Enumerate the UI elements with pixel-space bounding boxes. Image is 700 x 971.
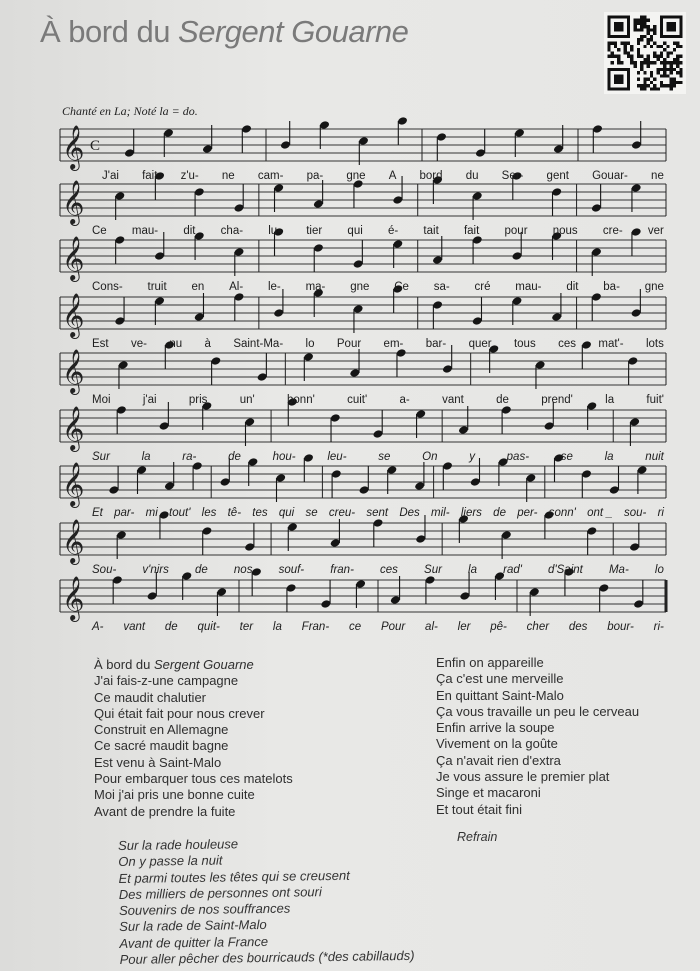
- lyric-syllable: liers: [460, 507, 482, 519]
- treble-clef: 𝄞: [62, 125, 85, 169]
- lyric-syllable: tes: [252, 507, 268, 519]
- chorus-line: Souvenirs de nos souffrances: [118, 900, 291, 919]
- lyric-syllable: la: [604, 451, 614, 463]
- lyric-syllable: a-: [399, 394, 410, 406]
- lyric-syllable: cré: [474, 281, 491, 293]
- lyric-syllable: ter: [239, 621, 254, 633]
- lyric-syllable: ve-: [131, 338, 147, 350]
- verse-1-line: À bord du Sergent Gouarne: [94, 657, 254, 672]
- lyric-syllable: cam-: [257, 170, 284, 182]
- lyric-syllable: d'Saint: [548, 564, 583, 576]
- verse-2-line: Enfin arrive la soupe: [436, 720, 555, 736]
- lyric-syllable: ont _: [587, 507, 613, 519]
- treble-clef: 𝄞: [62, 462, 85, 506]
- lyric-syllable: pas-: [506, 451, 530, 463]
- lyric-syllable: les: [201, 507, 217, 519]
- refrain-label: Refrain: [457, 830, 498, 844]
- lyric-syllable: lo: [654, 564, 664, 576]
- lyric-syllable: Al-: [229, 281, 244, 293]
- lyric-syllable: cher: [526, 621, 550, 633]
- time-signature: C: [90, 138, 101, 154]
- lyrics-line: [92, 225, 664, 237]
- lyric-syllable: Gouar-: [592, 170, 628, 182]
- lyric-syllable: truit: [147, 281, 167, 293]
- lyric-syllable: ne: [221, 170, 235, 182]
- tempo-note: Chanté en La; Noté la = do.: [62, 104, 198, 118]
- lyric-syllable: quer: [468, 338, 492, 350]
- lyric-syllable: Pour: [380, 621, 406, 633]
- lyric-syllable: gne: [350, 281, 370, 293]
- lyric-syllable: mat'-: [598, 338, 624, 350]
- lyric-syllable: ri-: [653, 621, 664, 633]
- lyric-syllable: un': [239, 394, 255, 406]
- lyric-syllable: ces: [380, 564, 398, 576]
- lyric-syllable: la: [141, 451, 151, 463]
- lyric-syllable: la: [468, 564, 477, 576]
- lyric-syllable: tous: [513, 338, 536, 350]
- lyric-syllable: sa-: [433, 281, 450, 293]
- lyric-syllable: qui: [278, 507, 295, 519]
- lyric-syllable: ma-: [305, 281, 326, 293]
- verse-1-line: J'ai fais-z-une campagne: [94, 673, 239, 689]
- lyric-syllable: se: [378, 451, 391, 463]
- lyric-syllable: Sur: [424, 564, 442, 576]
- lyric-syllable: fait: [142, 170, 158, 182]
- lyrics-line: [92, 507, 664, 519]
- lyric-syllable: A: [388, 170, 397, 182]
- lyric-syllable: fran-: [330, 564, 354, 576]
- lyric-syllable: rad': [503, 564, 522, 576]
- lyric-syllable: Pour: [336, 338, 362, 350]
- lyric-syllable: em-: [383, 338, 404, 350]
- lyric-syllable: la: [272, 621, 282, 633]
- lyric-syllable: ri: [657, 507, 664, 519]
- chorus-line: Et parmi toutes les têtes qui se creusent: [118, 867, 350, 886]
- verse-2-line: Ça c'est une merveille: [436, 671, 564, 687]
- lyric-syllable: ces: [558, 338, 576, 350]
- lyric-syllable: Sou-: [92, 564, 117, 576]
- verse-2-line: En quittant Saint-Malo: [436, 687, 564, 703]
- lyric-syllable: Ser-: [501, 170, 524, 182]
- lyric-syllable: du: [465, 170, 479, 182]
- verse-2-line: Vivement on la goûte: [436, 736, 558, 752]
- lyric-syllable: le-: [267, 281, 281, 293]
- lyric-syllable: nos: [233, 564, 253, 576]
- lyric-syllable: Saint-Ma-: [233, 338, 284, 350]
- lyrics-line: [102, 170, 664, 182]
- verse-1-line: Ce maudit chalutier: [94, 689, 206, 705]
- lyric-syllable: Et: [92, 507, 103, 519]
- chorus-line: Sur la rade houleuse: [118, 836, 239, 853]
- lyric-syllable: Est: [92, 338, 109, 350]
- chorus-line: Sur la rade de Saint-Malo: [119, 917, 267, 935]
- verse-2-line: Et tout était fini: [436, 801, 522, 817]
- lyric-syllable: z'u-: [180, 170, 199, 182]
- lyric-syllable: ce: [348, 621, 362, 633]
- lyric-syllable: sent: [366, 507, 389, 519]
- verse-2-line: Enfin on appareille: [436, 655, 544, 670]
- lyrics-line: [92, 394, 664, 406]
- lyric-syllable: bord: [419, 170, 443, 182]
- lyric-syllable: ra-: [182, 451, 197, 463]
- verse-2-line: Ça vous travaille un peu le cerveau: [436, 703, 640, 719]
- chorus-line: Avant de quitter la France: [119, 933, 269, 951]
- lyric-syllable: tê-: [227, 507, 242, 519]
- treble-clef: 𝄞: [62, 349, 85, 393]
- lyric-syllable: par-: [114, 507, 135, 519]
- lyric-syllable: Moi: [92, 394, 111, 406]
- lyric-syllable: vant: [442, 394, 464, 406]
- verse-2-line: Je vous assure le premier plat: [436, 769, 610, 785]
- lyric-syllable: mau-: [515, 281, 542, 293]
- lyric-syllable: gne: [346, 170, 366, 182]
- lyric-syllable: bonn': [287, 394, 315, 406]
- lyrics-line: [92, 564, 664, 576]
- lyric-syllable: lots: [645, 338, 664, 350]
- lyric-syllable: ver: [647, 225, 664, 237]
- song-title: À bord du Sergent Gouarne: [40, 14, 409, 49]
- lyric-syllable: tait: [423, 225, 439, 237]
- lyric-syllable: ba-: [603, 281, 620, 293]
- treble-clef: 𝄞: [62, 180, 85, 224]
- verse-1-line: Moi j'ai pris une bonne cuite: [94, 787, 255, 803]
- chorus: [118, 834, 415, 968]
- verse-2: [436, 655, 639, 818]
- lyric-syllable: J'ai: [102, 170, 119, 182]
- lyrics-line: [92, 451, 664, 463]
- lyric-syllable: nu: [169, 338, 183, 350]
- verse-1-line: Avant de prendre la fuite: [94, 803, 236, 819]
- verse-1-line: Est venu à Saint-Malo: [94, 754, 222, 770]
- lyric-syllable: la: [605, 394, 615, 406]
- lyric-syllable: j'ai: [142, 394, 157, 406]
- lyric-syllable: sou-: [623, 507, 647, 519]
- verse-2-line: Singe et macaroni: [436, 785, 541, 801]
- lyric-syllable: Fran-: [301, 621, 330, 633]
- lyric-syllable: des: [568, 621, 588, 633]
- lyric-syllable: On: [422, 451, 438, 463]
- lyric-syllable: al-: [425, 621, 438, 633]
- lyric-syllable: bar-: [425, 338, 447, 350]
- lyric-syllable: v'nirs: [142, 564, 169, 576]
- lyric-syllable: de: [496, 394, 509, 406]
- chorus-line: Des milliers de personnes ont souri: [118, 884, 322, 902]
- lyric-syllable: nous: [552, 225, 578, 237]
- verse-1-line: Ce sacré maudit bagne: [94, 738, 229, 754]
- lyric-syllable: é-: [387, 225, 399, 237]
- lyric-syllable: souf-: [278, 564, 305, 576]
- verse-2-line: Ça n'avait rien d'extra: [436, 752, 561, 768]
- treble-clef: 𝄞: [62, 576, 85, 620]
- lyric-syllable: prend': [541, 394, 573, 406]
- lyric-syllable: Cons-: [92, 281, 123, 293]
- lyric-syllable: per-: [517, 507, 538, 519]
- lyric-syllable: cha-: [220, 225, 244, 237]
- lyric-syllable: pour: [504, 225, 528, 237]
- lyric-syllable: mi: [145, 507, 158, 519]
- lyric-syllable: tier: [306, 225, 323, 237]
- lyric-syllable: sonn': [548, 507, 576, 519]
- lyric-syllable: à: [204, 338, 211, 350]
- lyric-syllable: Ma-: [608, 564, 629, 576]
- lyric-syllable: mau-: [131, 225, 159, 237]
- lyric-syllable: pê-: [490, 621, 507, 633]
- lyric-syllable: y: [469, 451, 475, 463]
- lyric-syllable: de: [164, 621, 178, 633]
- lyric-syllable: A-: [92, 621, 104, 633]
- lyrics-line: [92, 338, 664, 350]
- lyric-syllable: vant: [123, 621, 146, 633]
- lyric-syllable: de: [493, 507, 506, 519]
- lyric-syllable: cuit': [347, 394, 368, 406]
- lyric-syllable: bour-: [607, 621, 634, 633]
- verse-1: [94, 657, 293, 820]
- lyric-syllable: fuit': [646, 394, 664, 406]
- lyric-syllable: Ce: [92, 225, 107, 237]
- chorus-line: On y passe la nuit: [118, 852, 223, 870]
- lyric-syllable: de: [195, 564, 208, 576]
- lyric-syllable: de: [228, 451, 241, 463]
- treble-clef: 𝄞: [62, 236, 85, 280]
- lyric-syllable: cre-: [602, 225, 623, 237]
- lyric-syllable: pa-: [306, 170, 324, 182]
- lyric-syllable: hou-: [272, 451, 296, 463]
- treble-clef: 𝄞: [62, 293, 85, 337]
- lyric-syllable: gent: [546, 170, 569, 182]
- lyric-syllable: se: [305, 507, 318, 519]
- lyric-syllable: leu-: [327, 451, 347, 463]
- lyric-syllable: pris: [188, 394, 208, 406]
- lyric-syllable: tout': [169, 507, 191, 519]
- treble-clef: 𝄞: [62, 406, 85, 450]
- chorus-line: Pour aller pêcher des bourricauds (*des cabillauds): [119, 947, 415, 968]
- lyrics-line: [92, 281, 664, 293]
- lyric-syllable: Des: [399, 507, 420, 519]
- lyric-syllable: lo: [305, 338, 315, 350]
- lyric-syllable: fait: [463, 225, 480, 237]
- lyric-syllable: gne: [644, 281, 664, 293]
- treble-clef: 𝄞: [62, 519, 85, 563]
- lyric-syllable: Ce: [394, 281, 409, 293]
- verse-1-line: Pour embarquer tous ces matelots: [94, 771, 293, 787]
- lyric-syllable: en: [191, 281, 205, 293]
- lyric-syllable: Sur: [92, 451, 110, 463]
- lyric-syllable: dit: [566, 281, 579, 293]
- lyrics-line: [92, 621, 664, 633]
- lyric-syllable: lu-: [268, 225, 282, 237]
- lyric-syllable: nuit: [645, 451, 664, 463]
- lyric-syllable: mil-: [431, 507, 450, 519]
- verse-1-line: Construit en Allemagne: [94, 722, 229, 738]
- lyric-syllable: creu-: [328, 507, 356, 519]
- lyric-syllable: qui: [347, 225, 363, 237]
- lyric-syllable: se: [560, 451, 573, 463]
- lyric-syllable: dit: [183, 225, 196, 237]
- lyric-syllable: quit-: [197, 621, 220, 633]
- lyric-syllable: ler: [457, 621, 471, 633]
- verse-1-line: Qui était fait pour nous crever: [94, 705, 265, 721]
- lyric-syllable: ne: [651, 170, 664, 182]
